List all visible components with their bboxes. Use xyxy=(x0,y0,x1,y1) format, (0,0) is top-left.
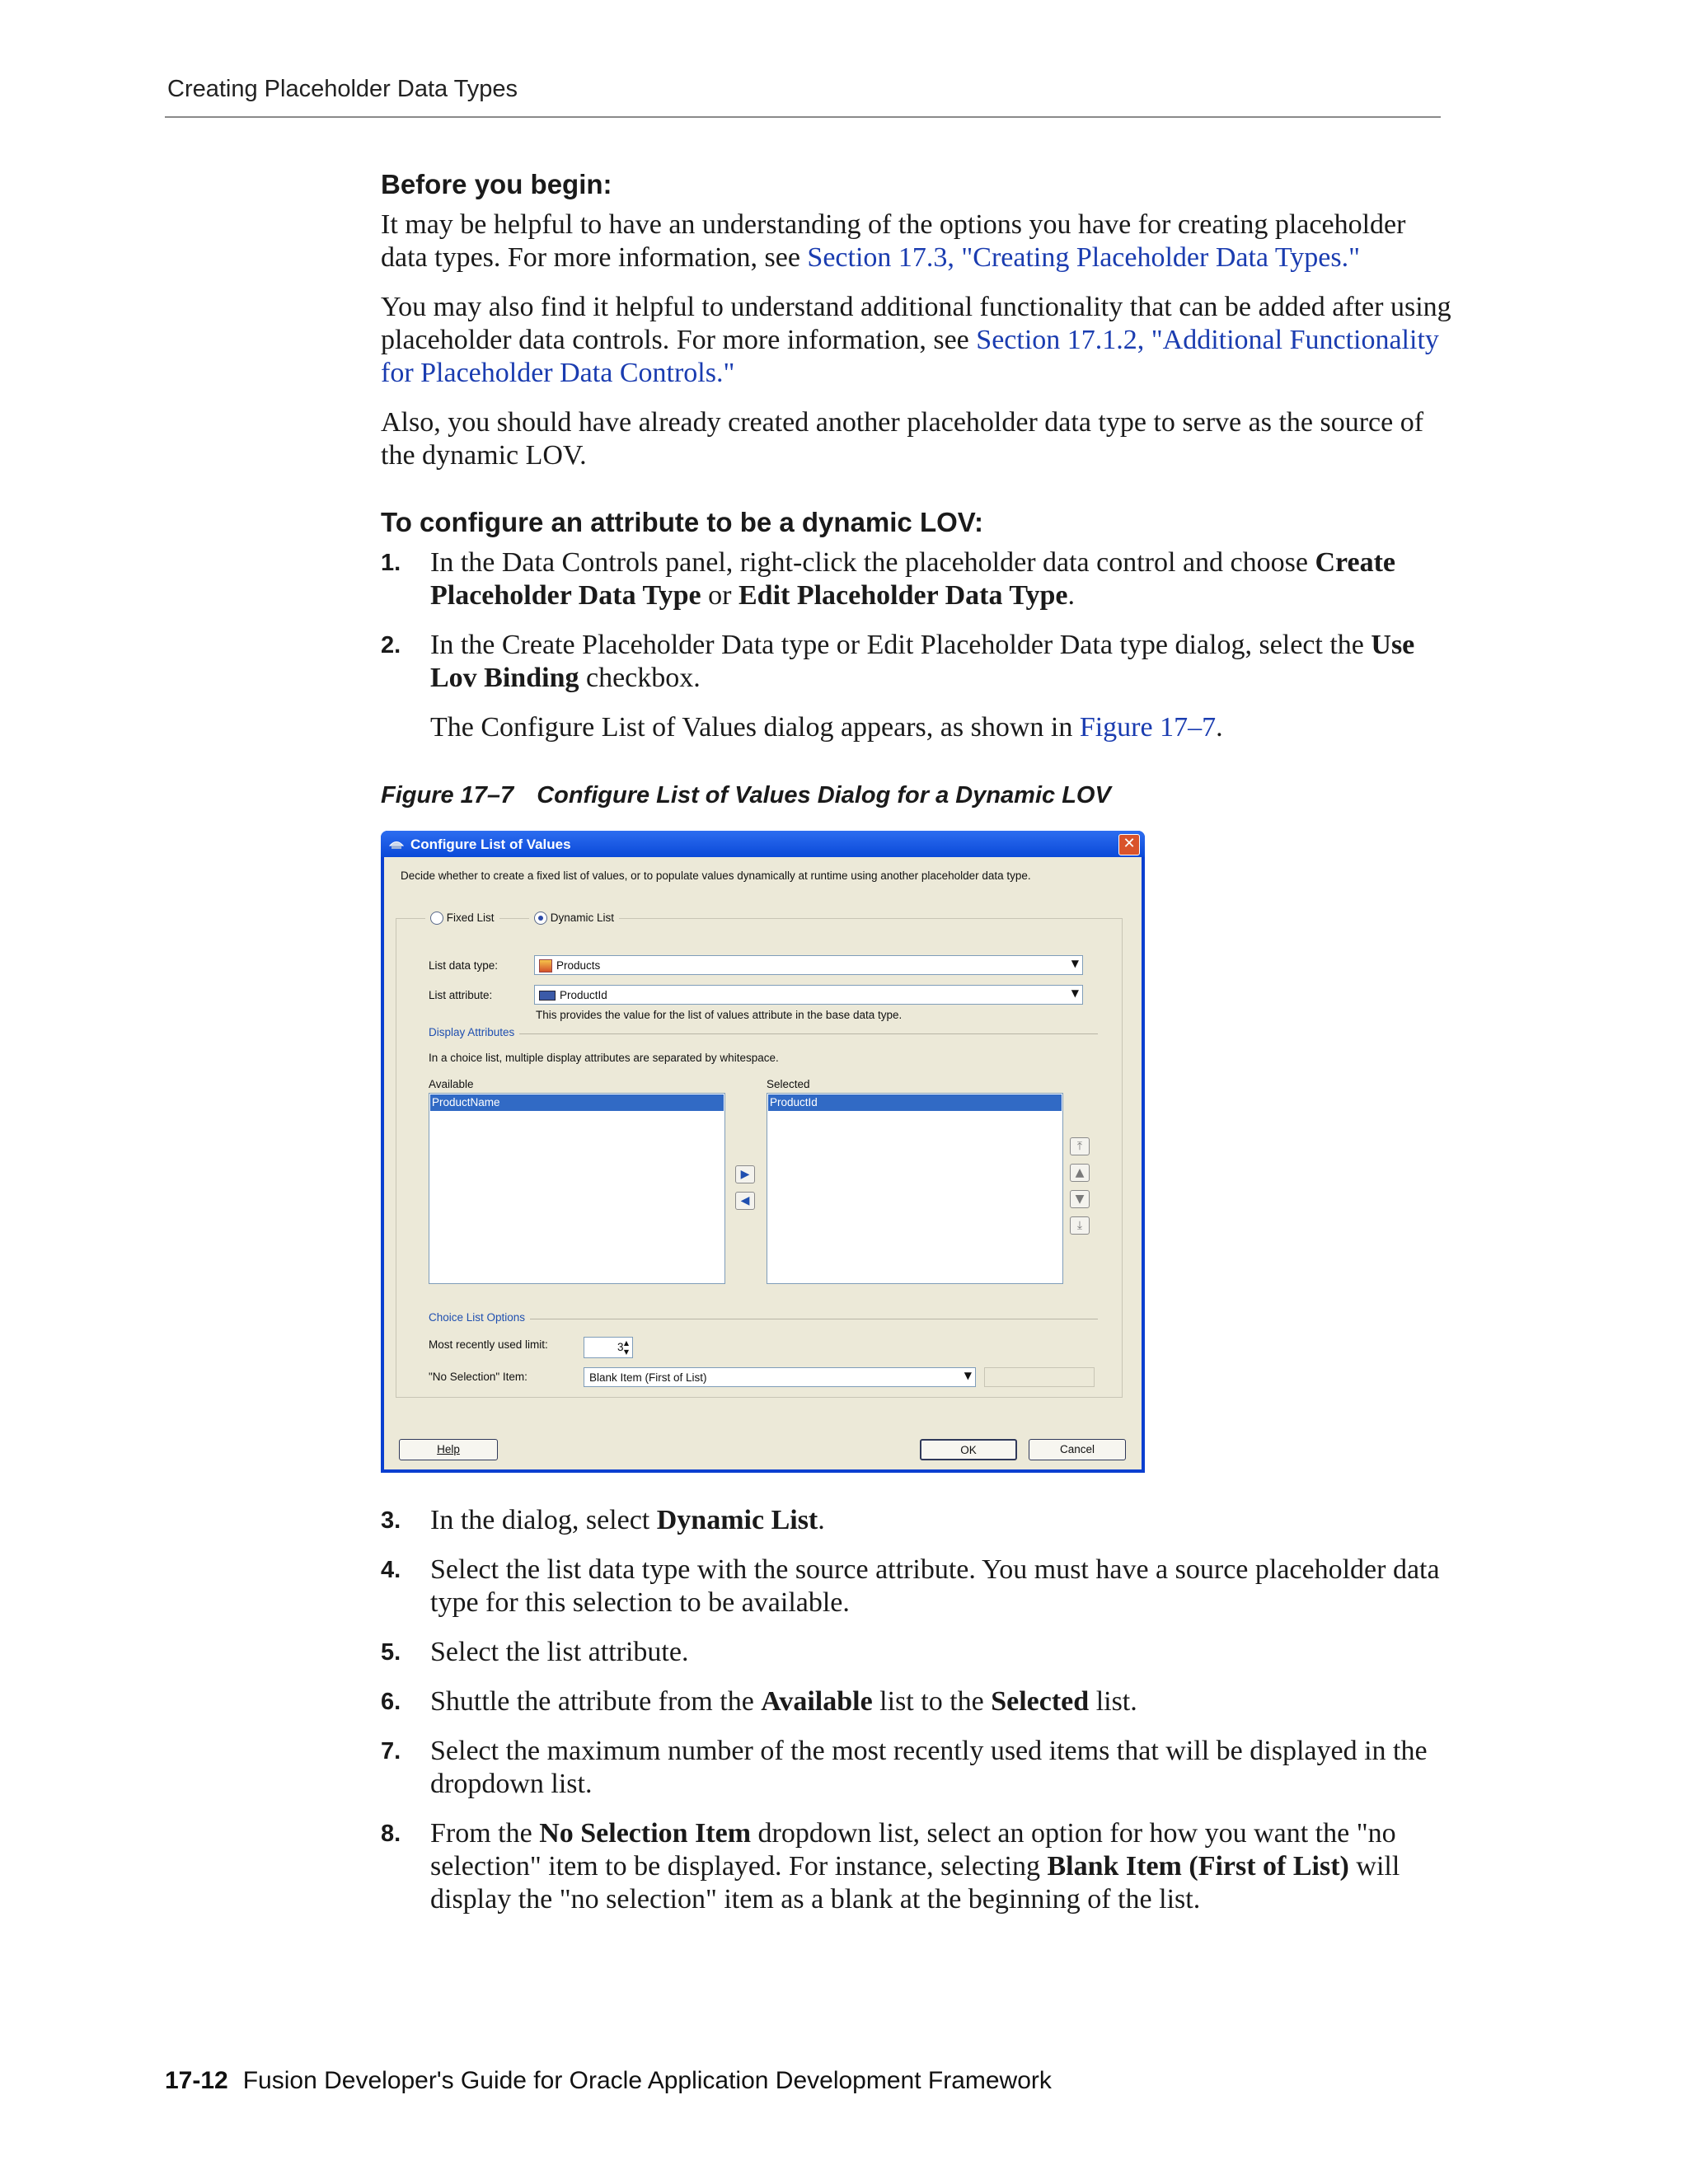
dialog-app-icon xyxy=(389,837,404,851)
move-top-icon[interactable]: ⤒ xyxy=(1070,1137,1090,1155)
step-8: 8. From the No Selection Item dropdown list, select an option for how you want the "no selection" item to be displayed. For instance, selecting Blank Item (First of List) will display the "no selection" item as a blank at the beginning of the list. xyxy=(381,1818,1400,1915)
move-bottom-icon[interactable]: ⤓ xyxy=(1070,1216,1090,1235)
page-footer xyxy=(165,2067,1052,2095)
radio-dynamic-list[interactable]: Dynamic List xyxy=(529,912,619,925)
selected-label: Selected xyxy=(767,1078,810,1090)
step-1: 1. In the Data Controls panel, right-click the placeholder data control and choose Create Placeholder Data Type or Edit Placeholder Data Type. xyxy=(381,547,1396,611)
display-attributes-divider xyxy=(429,1033,1098,1034)
display-attributes-hint: In a choice list, multiple display attributes are separated by whitespace. xyxy=(429,1052,779,1064)
move-down-icon[interactable]: ▼ xyxy=(1070,1190,1090,1208)
chevron-down-icon: ▼ xyxy=(964,1370,972,1381)
figure-caption: Figure 17–7 Configure List of Values Dialog for a Dynamic LOV xyxy=(381,782,1111,808)
step-2: 2. In the Create Placeholder Data type or Edit Placeholder Data type dialog, select the Use Lov Binding checkbox. xyxy=(381,630,1415,693)
page-number: 17-12 xyxy=(165,2067,228,2094)
step-7: 7. Select the maximum number of the most recently used items that will be displayed in the dropdown list. xyxy=(381,1736,1428,1799)
mru-limit-spinner[interactable]: 3 ▲ ▼ xyxy=(584,1337,633,1358)
step-2-note: The Configure List of Values dialog appears, as shown in Figure 17–7. xyxy=(430,712,1223,743)
help-button[interactable]: Help xyxy=(399,1439,498,1460)
book-title: Fusion Developer's Guide for Oracle Application Development Framework xyxy=(242,2067,1052,2094)
step-4: 4. Select the list data type with the source attribute. You must have a source placeholder data type for this selection to be available. xyxy=(381,1554,1440,1618)
available-label: Available xyxy=(429,1078,474,1090)
step-5: 5. Select the list attribute. xyxy=(381,1637,689,1667)
before-paragraph-2: You may also find it helpful to understand additional functionality that can be added after using placeholder data controls. For more information, see Section 17.1.2, "Additional Functionality for Placeholder Data Controls." xyxy=(381,292,1451,388)
before-heading: Before you begin: xyxy=(381,169,612,199)
running-header: Creating Placeholder Data Types xyxy=(167,76,518,102)
move-left-icon[interactable]: ◀ xyxy=(735,1192,755,1210)
list-attribute-label: List attribute: xyxy=(429,989,493,1001)
before-paragraph-1: It may be helpful to have an understanding of the options you have for creating placeholder data types. For more information, see Section 17.3, "Creating Placeholder Data Types." xyxy=(381,209,1406,273)
link-section-17-1-2[interactable]: Section 17.1.2, "Additional Functionality for Placeholder Data Controls." xyxy=(381,325,1439,388)
list-data-type-label: List data type: xyxy=(429,959,499,972)
choice-list-options-heading: Choice List Options xyxy=(429,1311,530,1324)
move-up-icon[interactable]: ▲ xyxy=(1070,1164,1090,1182)
display-attributes-heading: Display Attributes xyxy=(429,1026,519,1038)
dialog-body xyxy=(384,857,1142,1469)
header-rule xyxy=(165,116,1441,118)
dialog-title-bar xyxy=(381,831,1145,857)
mru-limit-label: Most recently used limit: xyxy=(429,1338,548,1351)
selected-list-item[interactable]: ProductId xyxy=(768,1094,1062,1111)
step-3: 3. In the dialog, select Dynamic List. xyxy=(381,1505,825,1535)
cancel-button[interactable]: Cancel xyxy=(1029,1439,1126,1460)
ok-button[interactable]: OK xyxy=(920,1439,1017,1460)
selected-list[interactable] xyxy=(767,1093,1063,1284)
spinner-arrows-icon[interactable]: ▲ ▼ xyxy=(623,1339,630,1356)
no-selection-disabled-field xyxy=(984,1367,1095,1387)
no-selection-select[interactable]: Blank Item (First of List) ▼ xyxy=(584,1367,976,1387)
available-list-item[interactable]: ProductName xyxy=(430,1094,724,1111)
radio-dynamic-icon[interactable] xyxy=(534,912,547,925)
step-6: 6. Shuttle the attribute from the Available list to the Selected list. xyxy=(381,1686,1137,1717)
list-data-type-select[interactable]: Products ▼ xyxy=(534,955,1083,975)
attribute-icon xyxy=(539,991,556,1001)
configure-list-of-values-dialog xyxy=(381,831,1145,1473)
dialog-title: Configure List of Values xyxy=(410,837,571,852)
close-icon[interactable]: ✕ xyxy=(1118,834,1140,855)
list-attribute-select[interactable]: ProductId ▼ xyxy=(534,985,1083,1005)
procedure-heading: To configure an attribute to be a dynamic LOV: xyxy=(381,507,983,537)
before-paragraph-3: Also, you should have already created another placeholder data type to serve as the source of the dynamic LOV. xyxy=(381,407,1424,471)
radio-fixed-list[interactable]: Fixed List xyxy=(425,912,499,925)
main-content xyxy=(381,169,1452,1933)
chevron-down-icon: ▼ xyxy=(1071,987,1079,999)
chevron-down-icon: ▼ xyxy=(1071,958,1079,969)
radio-fixed-icon[interactable] xyxy=(430,912,443,925)
move-right-icon[interactable]: ▶ xyxy=(735,1165,755,1183)
table-icon xyxy=(539,959,552,972)
dialog-intro: Decide whether to create a fixed list of values, or to populate values dynamically at runtime using another placeholder data type. xyxy=(401,869,1031,882)
link-figure-17-7[interactable]: Figure 17–7 xyxy=(1079,712,1217,743)
link-section-17-3[interactable]: Section 17.3, "Creating Placeholder Data Types." xyxy=(807,242,1361,273)
no-selection-label: "No Selection" Item: xyxy=(429,1371,528,1383)
available-list[interactable] xyxy=(429,1093,725,1284)
list-attribute-hint: This provides the value for the list of values attribute in the base data type. xyxy=(536,1009,903,1021)
